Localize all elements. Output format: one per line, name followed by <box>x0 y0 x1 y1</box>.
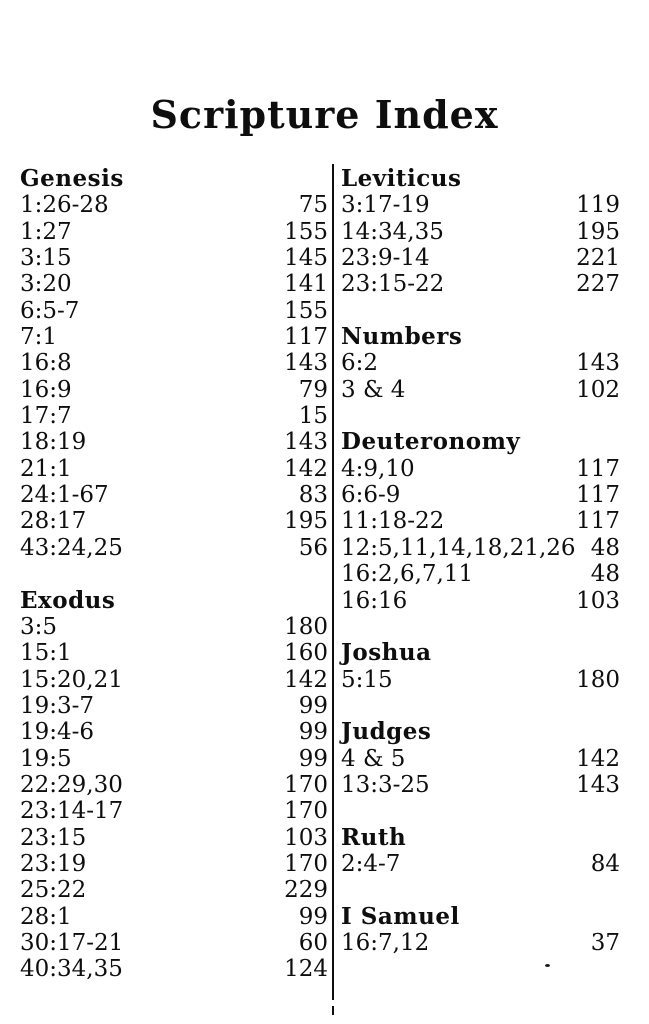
index-entry-row <box>20 535 328 561</box>
index-entry-row <box>20 640 328 666</box>
verse-reference: 28:17 <box>20 508 87 535</box>
verse-reference: 18:19 <box>20 429 87 456</box>
index-entry-row <box>20 904 328 930</box>
verse-reference: 16:16 <box>341 587 408 614</box>
index-column-left <box>20 166 328 983</box>
page-number: 117 <box>576 455 620 482</box>
page-number: 124 <box>284 956 328 983</box>
index-entry-row <box>20 192 328 218</box>
index-entry-row <box>20 614 328 640</box>
page-number: 170 <box>284 850 328 877</box>
verse-reference: 14:34,35 <box>341 218 444 245</box>
verse-reference: 4 & 5 <box>341 745 406 772</box>
verse-reference: 23:15-22 <box>341 271 445 298</box>
page-number: 229 <box>284 877 328 904</box>
page-number: 102 <box>576 376 620 403</box>
page-number: 195 <box>576 218 620 245</box>
book-heading: I Samuel <box>341 902 460 930</box>
index-entry-row <box>20 429 328 455</box>
verse-reference: 43:24,25 <box>20 534 123 561</box>
page-number: 48 <box>590 561 620 588</box>
verse-reference: 19:4-6 <box>20 719 95 746</box>
page-number: 143 <box>284 350 328 377</box>
page-number: 170 <box>284 798 328 825</box>
index-entry-row <box>341 667 620 693</box>
book-heading: Ruth <box>341 823 407 851</box>
index-entry-row <box>20 877 328 903</box>
verse-reference: 4:9,10 <box>341 455 415 482</box>
verse-reference: 30:17-21 <box>20 929 124 956</box>
index-entry-row <box>20 508 328 534</box>
index-entry-row <box>20 403 328 429</box>
verse-reference: 6:2 <box>341 350 379 377</box>
page-number: 227 <box>576 271 620 298</box>
page-number: 143 <box>576 350 620 377</box>
book-heading: Joshua <box>341 639 432 667</box>
verse-reference: 3:20 <box>20 271 72 298</box>
page-number: 195 <box>284 508 328 535</box>
page-number: 119 <box>576 192 620 219</box>
index-entry-row <box>20 825 328 851</box>
index-entry-row <box>341 271 620 297</box>
verse-reference: 24:1-67 <box>20 482 109 509</box>
verse-reference: 1:27 <box>20 218 72 245</box>
page-number: 170 <box>284 771 328 798</box>
index-entry-row <box>20 956 328 982</box>
index-entry-row <box>341 746 620 772</box>
index-entry-row <box>20 298 328 324</box>
book-heading: Numbers <box>341 323 463 351</box>
verse-reference: 28:1 <box>20 903 72 930</box>
page-number: 84 <box>590 850 620 877</box>
page-number: 155 <box>284 297 328 324</box>
page-number: 143 <box>284 429 328 456</box>
index-entry-row <box>20 930 328 956</box>
verse-reference: 13:3-25 <box>341 771 430 798</box>
page-number: 142 <box>284 455 328 482</box>
page-number: 99 <box>298 692 328 719</box>
page-number: 99 <box>298 745 328 772</box>
index-entry-row <box>20 667 328 693</box>
verse-reference: 23:14-17 <box>20 798 124 825</box>
page-number: 103 <box>284 824 328 851</box>
verse-reference: 16:2,6,7,11 <box>341 561 474 588</box>
index-entry-row <box>20 456 328 482</box>
page-number: 180 <box>576 666 620 693</box>
verse-reference: 3:17-19 <box>341 192 430 219</box>
page-number: 15 <box>298 403 328 430</box>
page-number: 180 <box>284 613 328 640</box>
verse-reference: 23:9-14 <box>341 245 430 272</box>
verse-reference: 23:15 <box>20 824 87 851</box>
page-number: 56 <box>298 534 328 561</box>
verse-reference: 15:20,21 <box>20 666 123 693</box>
index-entry-row <box>20 693 328 719</box>
page-number: 141 <box>284 271 328 298</box>
ink-speck <box>545 964 550 967</box>
book-heading: Genesis <box>20 165 124 192</box>
page-number: 60 <box>298 929 328 956</box>
page-title: Scripture Index <box>150 92 499 137</box>
index-entry-row <box>20 245 328 271</box>
verse-reference: 7:1 <box>20 324 58 351</box>
index-entry-row <box>341 535 620 561</box>
index-entry-row <box>20 377 328 403</box>
verse-reference: 23:19 <box>20 850 87 877</box>
verse-reference: 22:29,30 <box>20 771 123 798</box>
page-number: 142 <box>576 745 620 772</box>
verse-reference: 15:1 <box>20 640 72 667</box>
page-number: 145 <box>284 245 328 272</box>
page-number: 221 <box>576 245 620 272</box>
index-column-right <box>341 166 620 956</box>
book-heading: Leviticus <box>341 165 462 192</box>
index-entry-row <box>20 482 328 508</box>
verse-reference: 12:5,11,14,18,21,26 <box>341 534 576 561</box>
page-number: 143 <box>576 771 620 798</box>
index-entry-row <box>341 561 620 587</box>
index-entry-row <box>20 719 328 745</box>
page-number: 160 <box>284 640 328 667</box>
index-entry-row <box>341 245 620 271</box>
verse-reference: 5:15 <box>341 666 393 693</box>
page-number: 37 <box>590 929 620 956</box>
index-entry-row <box>20 271 328 297</box>
book-heading: Deuteronomy <box>341 428 521 456</box>
index-entry-row <box>20 350 328 376</box>
index-entry-row <box>341 588 620 614</box>
page-number: 103 <box>576 587 620 614</box>
page-number: 142 <box>284 666 328 693</box>
index-entry-row <box>341 350 620 376</box>
verse-reference: 11:18-22 <box>341 508 445 535</box>
index-entry-row <box>341 456 620 482</box>
page-number: 117 <box>284 324 328 351</box>
index-entry-row <box>20 772 328 798</box>
verse-reference: 3:15 <box>20 245 72 272</box>
index-entry-row <box>341 219 620 245</box>
index-entry-row <box>20 219 328 245</box>
verse-reference: 25:22 <box>20 877 87 904</box>
verse-reference: 21:1 <box>20 455 72 482</box>
verse-reference: 19:5 <box>20 745 72 772</box>
book-heading: Exodus <box>20 586 116 614</box>
verse-reference: 40:34,35 <box>20 956 123 983</box>
book-heading: Judges <box>341 718 432 746</box>
column-divider-rule-tail <box>332 1006 334 1015</box>
index-entry-row <box>341 192 620 218</box>
index-entry-row <box>20 798 328 824</box>
page-number: 75 <box>298 192 328 219</box>
page-number: 155 <box>284 218 328 245</box>
index-entry-row <box>341 377 620 403</box>
page-number: 79 <box>298 376 328 403</box>
verse-reference: 3 & 4 <box>341 376 406 403</box>
verse-reference: 16:8 <box>20 350 72 377</box>
index-entry-row <box>341 851 620 877</box>
verse-reference: 1:26-28 <box>20 192 109 219</box>
index-entry-row <box>20 324 328 350</box>
column-divider-rule <box>332 164 334 1000</box>
page-number: 117 <box>576 482 620 509</box>
verse-reference: 6:5-7 <box>20 297 80 324</box>
verse-reference: 16:7,12 <box>341 929 430 956</box>
page-number: 117 <box>576 508 620 535</box>
page-number: 99 <box>298 719 328 746</box>
index-entry-row <box>341 508 620 534</box>
index-entry-row <box>341 482 620 508</box>
index-entry-row <box>341 930 620 956</box>
verse-reference: 2:4-7 <box>341 850 401 877</box>
page-number: 48 <box>590 534 620 561</box>
verse-reference: 16:9 <box>20 376 72 403</box>
page-number: 83 <box>298 482 328 509</box>
page-number: 99 <box>298 903 328 930</box>
index-entry-row <box>20 746 328 772</box>
verse-reference: 19:3-7 <box>20 692 95 719</box>
verse-reference: 3:5 <box>20 613 58 640</box>
verse-reference: 6:6-9 <box>341 482 401 509</box>
index-entry-row <box>20 851 328 877</box>
index-entry-row <box>341 772 620 798</box>
verse-reference: 17:7 <box>20 403 72 430</box>
